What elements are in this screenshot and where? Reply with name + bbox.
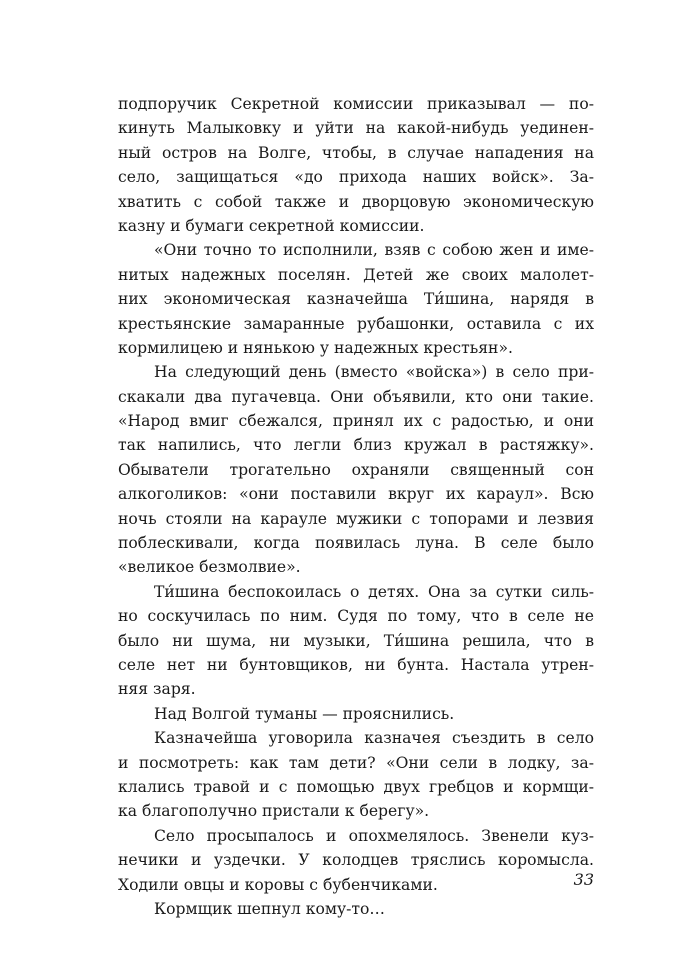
text-line: алкоголиков: «они поставили вкруг их караул». Всю (118, 485, 594, 504)
text-line: хватить с собой также и дворцовую экономическую (118, 192, 594, 211)
text-line: Ти́шина беспокоилась о детях. Она за сутки силь- (154, 582, 594, 601)
text-line: кинуть Малыковку и уйти на какой-нибудь уединен- (118, 119, 594, 138)
page-text (118, 92, 594, 921)
text-line: казну и бумаги секретной комиссии. (118, 216, 425, 235)
text-line: «великое безмолвие». (118, 558, 301, 577)
text-line: ночь стояли на карауле мужики с топорами и лезвия (118, 509, 594, 528)
text-line: Над Волгой туманы — прояснились. (154, 704, 455, 723)
text-line: клались травой и с помощью двух гребцов и кормщи- (118, 777, 594, 796)
text-line: кормилицею и нянькою у надежных крестьян». (118, 338, 513, 357)
text-line: ный остров на Волге, чтобы, в случае нападения на (118, 143, 594, 162)
text-line: Село просыпалось и опохмелялось. Звенели куз- (154, 826, 594, 845)
text-line: «Народ вмиг сбежался, принял их с радостью, и они (118, 412, 594, 431)
text-line: На следующий день (вместо «войска») в село при- (154, 363, 594, 382)
text-line: Обыватели трогательно охраняли священный сон (118, 460, 594, 479)
text-line: подпоручик Секретной комиссии приказывал — по- (118, 95, 594, 113)
page-number: 33 (573, 870, 594, 889)
text-line: крестьянские замаранные рубашонки, оставила с их (118, 314, 594, 333)
text-line: село, защищаться «до прихода наших войск». За- (118, 168, 594, 187)
text-line: но соскучилась по ним. Судя по тому, что в селе не (118, 607, 594, 626)
text-line: ка благополучно пристали к берегу». (118, 802, 430, 821)
text-line: Кормщик шепнул кому-то… (154, 899, 386, 918)
text-line: нечики и уздечки. У колодцев тряслись коромысла. (118, 851, 594, 870)
text-line: селе нет ни бунтовщиков, ни бунта. Настала утрен- (118, 655, 594, 674)
text-line: так напились, что легли близ кружал в растяжку». (118, 436, 594, 455)
text-line: было ни шума, ни музыки, Ти́шина решила, что в (118, 631, 594, 650)
text-line: поблескивали, когда появилась луна. В селе было (118, 534, 594, 553)
text-line: няя заря. (118, 680, 196, 699)
text-line: Казначейша уговорила казначея съездить в село (154, 729, 594, 748)
text-line: Ходили овцы и коровы с бубенчиками. (118, 875, 438, 894)
text-line: них экономическая казначейша Ти́шина, нарядя в (118, 290, 594, 309)
text-line: скакали два пугачевца. Они объявили, кто они такие. (118, 387, 594, 406)
text-line: нитых надежных поселян. Детей же своих малолет- (118, 265, 594, 284)
text-line: и посмотреть: как там дети? «Они сели в лодку, за- (118, 753, 594, 772)
text-line: «Они точно то исполнили, взяв с собою жен и име- (154, 241, 594, 260)
